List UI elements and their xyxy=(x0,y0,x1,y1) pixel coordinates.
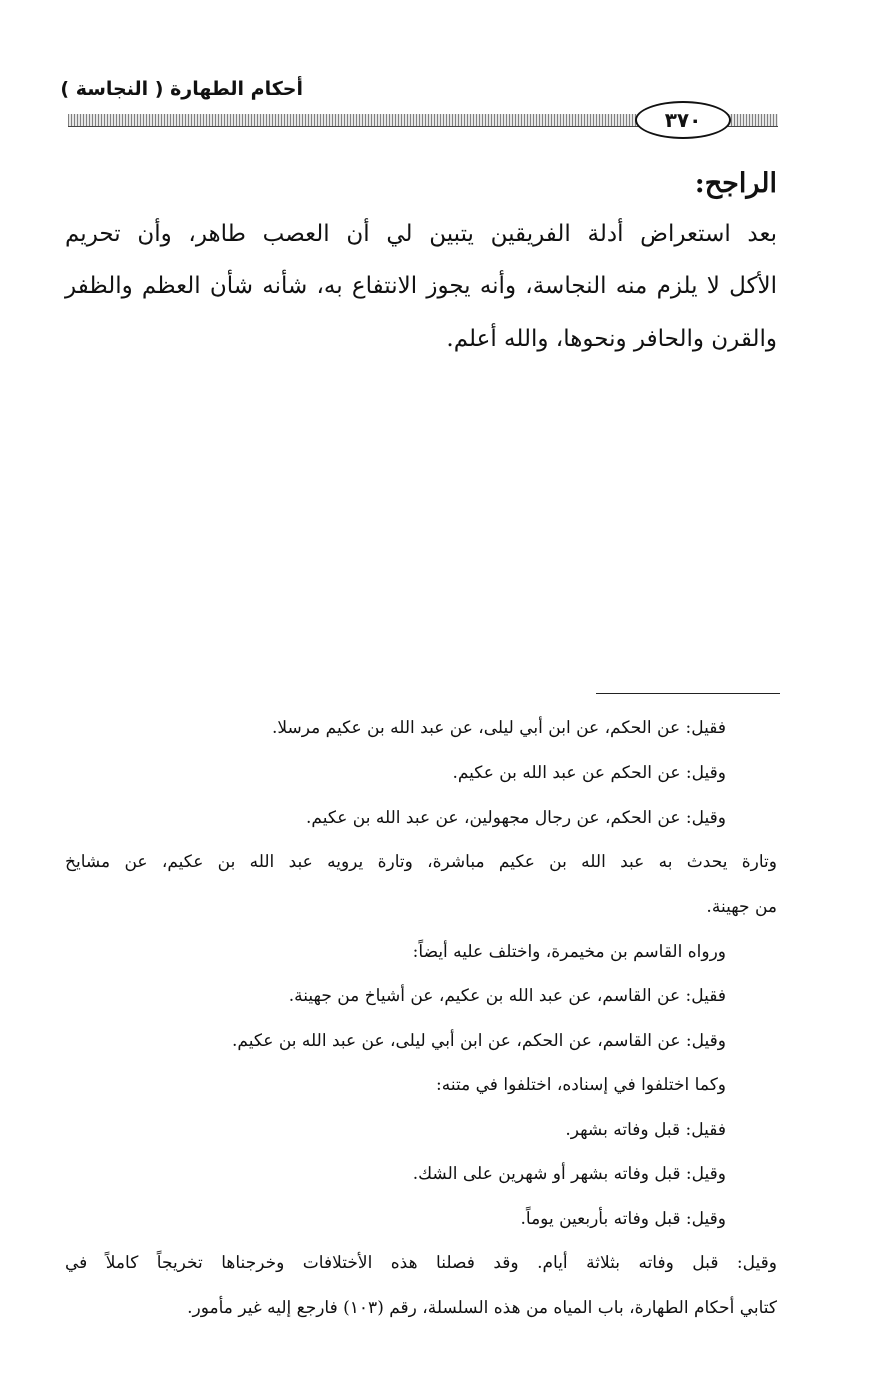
footnote-line-4: وتارة يحدث به عبد الله بن عكيم مباشرة، وتارة يرويه عبد الله بن عكيم، عن مشايخ xyxy=(65,852,777,872)
body-line-2: الأكل لا يلزم منه النجاسة، وأنه يجوز الانتفاع به، شأنه شأن العظم والظفر xyxy=(65,273,777,299)
footnote-line-10: فقيل: قبل وفاته بشهر. xyxy=(565,1120,726,1140)
footnote-line-6: ورواه القاسم بن مخيمرة، واختلف عليه أيضاً: xyxy=(412,942,726,962)
footnote-line-2: وقيل: عن الحكم عن عبد الله بن عكيم. xyxy=(452,763,726,783)
footnote-line-14: كتابي أحكام الطهارة، باب المياه من هذه السلسلة، رقم (١٠٣) فارجع إليه غير مأمور. xyxy=(187,1298,777,1318)
footnote-line-11: وقيل: قبل وفاته بشهر أو شهرين على الشك. xyxy=(412,1164,726,1184)
footnote-line-3: وقيل: عن الحكم، عن رجال مجهولين، عن عبد الله بن عكيم. xyxy=(305,808,726,828)
footnote-line-7: فقيل: عن القاسم، عن عبد الله بن عكيم، عن أشياخ من جهينة. xyxy=(288,986,726,1006)
footnote-line-5: من جهينة. xyxy=(706,897,777,917)
running-header-title: أحكام الطهارة ( النجاسة ) xyxy=(60,78,303,100)
footnote-separator xyxy=(596,693,780,694)
footnote-line-1: فقيل: عن الحكم، عن ابن أبي ليلى، عن عبد الله بن عكيم مرسلا. xyxy=(271,718,726,738)
footnote-line-9: وكما اختلفوا في إسناده، اختلفوا في متنه: xyxy=(436,1075,726,1095)
section-heading: الراجح: xyxy=(694,168,777,199)
footnote-line-8: وقيل: عن القاسم، عن الحكم، عن ابن أبي ليلى، عن عبد الله بن عكيم. xyxy=(232,1031,726,1051)
footnote-line-12: وقيل: قبل وفاته بأربعين يوماً. xyxy=(520,1209,726,1229)
footnote-line-13: وقيل: قبل وفاته بثلاثة أيام. وقد فصلنا هذه الأختلافات وخرجناها تخريجاً كاملاً في xyxy=(65,1253,777,1273)
page-number-badge xyxy=(635,101,731,139)
page-number: ٣٧٠ xyxy=(664,108,702,132)
body-line-1: بعد استعراض أدلة الفريقين يتبين لي أن العصب طاهر، وأن تحريم xyxy=(65,221,777,247)
body-line-3: والقرن والحافر ونحوها، والله أعلم. xyxy=(446,326,777,352)
